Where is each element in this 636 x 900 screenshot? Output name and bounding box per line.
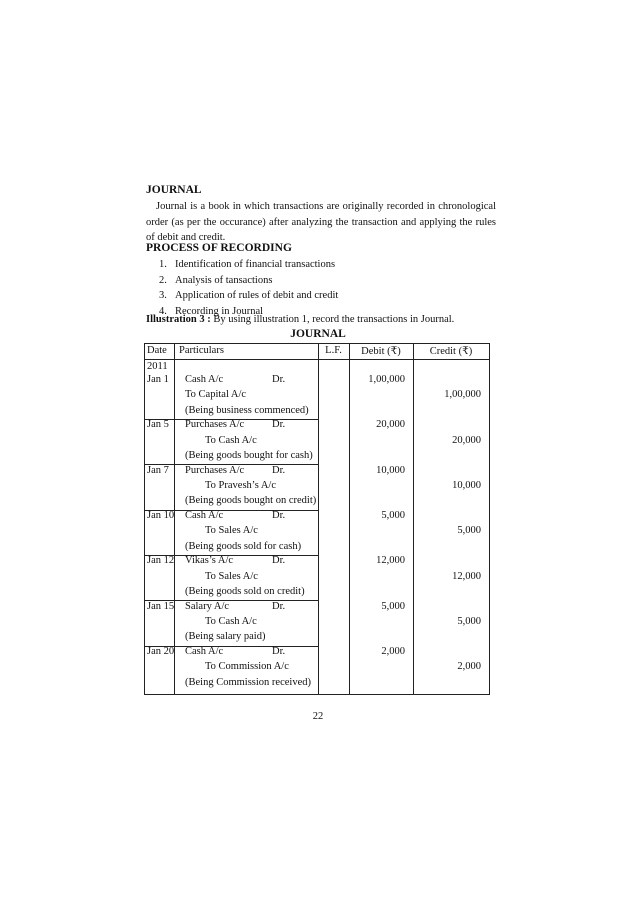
entry-dr-marker: Dr. <box>272 645 286 657</box>
journal-definition <box>146 199 496 246</box>
step-text: Application of rules of debit and credit <box>175 290 339 302</box>
step-text: Recording in Journal <box>175 305 264 317</box>
entry-debit-account: Cash A/c <box>185 374 224 385</box>
header-debit: Debit (₹) <box>361 346 401 357</box>
process-step <box>159 257 338 273</box>
entry-debit-amount: 5,000 <box>381 509 405 521</box>
page-number: 22 <box>312 711 324 722</box>
header-lf: L.F. <box>325 345 342 356</box>
entry-narration: (Being business commenced) <box>185 404 309 416</box>
entry-credit-amount: 20,000 <box>452 434 481 446</box>
process-step <box>159 273 338 289</box>
entry-dr-marker: Dr. <box>272 509 286 521</box>
step-number: 3. <box>159 290 167 302</box>
step-text: Identification of financial transactions <box>175 259 336 270</box>
illustration-line <box>146 314 454 325</box>
section-heading-process: PROCESS OF RECORDING <box>146 242 292 254</box>
column-divider <box>174 344 175 694</box>
entry-debit-amount: 10,000 <box>376 464 405 476</box>
section-heading-journal: JOURNAL <box>146 184 202 196</box>
header-particulars: Particulars <box>179 345 224 356</box>
entry-dr-marker: Dr. <box>272 464 286 476</box>
entry-credit-account: To Pravesh’s A/c <box>205 480 277 491</box>
entry-debit-account: Cash A/c <box>185 509 224 521</box>
year-cell: 2011 <box>147 361 168 372</box>
entry-dr-marker: Dr. <box>272 419 286 431</box>
entry-dr-marker: Dr. <box>272 600 286 612</box>
step-number: 4. <box>159 305 167 317</box>
entry-date: Jan 7 <box>147 464 169 476</box>
illustration-text: By using illustration 1, record the transactions in Journal. <box>210 314 455 325</box>
step-number: 1. <box>159 259 167 270</box>
entry-dr-marker: Dr. <box>272 374 286 385</box>
entry-date: Jan 5 <box>147 419 169 431</box>
entry-credit-account: To Commission A/c <box>205 661 289 673</box>
step-number: 2. <box>159 274 167 286</box>
journal-table <box>144 343 490 695</box>
entry-credit-amount: 5,000 <box>457 615 481 627</box>
entry-debit-account: Cash A/c <box>185 645 224 657</box>
entry-credit-account: To Cash A/c <box>205 615 257 627</box>
entry-date: Jan 10 <box>147 509 175 521</box>
entry-debit-account: Purchases A/c <box>185 419 245 431</box>
entry-debit-account: Vikas’s A/c <box>185 555 234 567</box>
entry-debit-account: Purchases A/c <box>185 464 245 476</box>
entry-narration: (Being goods bought on credit) <box>185 495 317 507</box>
entry-narration: (Being Commission received) <box>185 676 311 688</box>
header-credit: Credit (₹) <box>429 346 473 357</box>
entry-narration: (Being salary paid) <box>185 631 266 643</box>
entry-dr-marker: Dr. <box>272 555 286 567</box>
entry-narration: (Being goods bought for cash) <box>185 450 313 462</box>
entry-credit-amount: 12,000 <box>452 570 481 582</box>
entry-date: Jan 12 <box>147 555 175 567</box>
entry-date: Jan 1 <box>147 374 169 385</box>
entry-debit-amount: 20,000 <box>376 419 405 431</box>
entry-credit-amount: 2,000 <box>457 661 481 673</box>
entry-credit-account: To Sales A/c <box>205 570 258 582</box>
process-steps-list <box>159 257 338 319</box>
header-date: Date <box>147 345 167 356</box>
entry-debit-amount: 12,000 <box>376 555 405 567</box>
journal-definition-text: Journal is a book in which transactions are originally recorded in chronological order (as per the occurance) after analyzing the transaction and applying the rules of debit and credit. <box>146 201 496 243</box>
entry-date: Jan 15 <box>147 600 175 612</box>
entry-credit-account: To Cash A/c <box>205 434 257 446</box>
entry-narration: (Being goods sold for cash) <box>185 540 302 552</box>
entry-credit-account: To Sales A/c <box>205 525 258 537</box>
header-divider <box>145 359 489 360</box>
entry-debit-amount: 2,000 <box>381 645 405 657</box>
entry-credit-amount: 1,00,000 <box>444 389 481 401</box>
entry-credit-account: To Capital A/c <box>185 389 247 401</box>
process-step <box>159 288 338 304</box>
entry-date: Jan 20 <box>147 645 175 657</box>
illustration-label: Illustration 3 : <box>146 314 211 325</box>
entry-debit-amount: 1,00,000 <box>368 374 405 385</box>
column-divider <box>318 344 319 694</box>
entry-credit-amount: 10,000 <box>452 480 481 491</box>
journal-table-title: JOURNAL <box>290 328 346 340</box>
step-text: Analysis of tansactions <box>175 274 273 286</box>
entry-credit-amount: 5,000 <box>457 525 481 537</box>
entry-debit-amount: 5,000 <box>381 600 405 612</box>
entry-narration: (Being goods sold on credit) <box>185 586 305 597</box>
entry-debit-account: Salary A/c <box>185 600 230 612</box>
